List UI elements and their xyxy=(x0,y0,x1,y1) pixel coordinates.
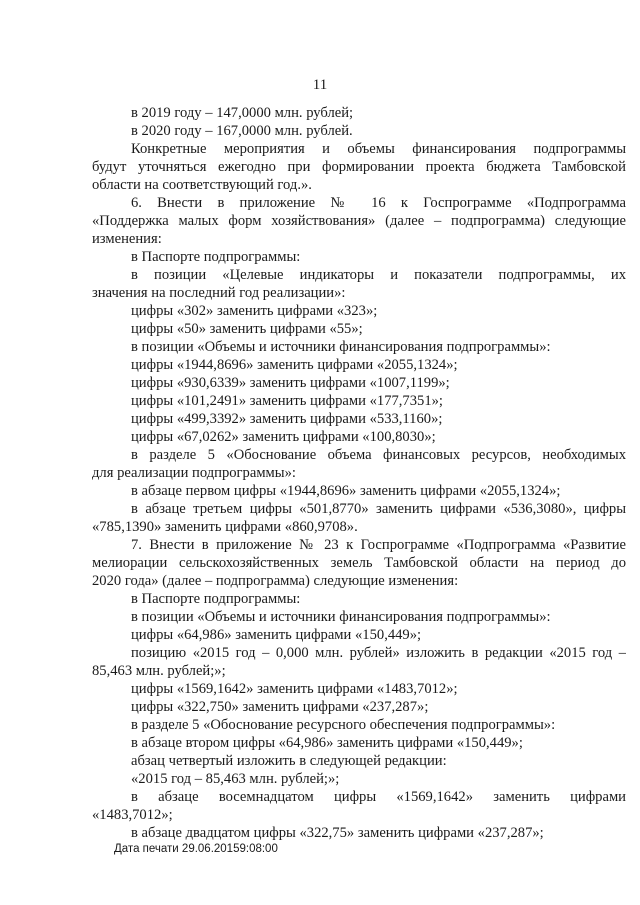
text-line: в позиции «Объемы и источники финансирования подпрограммы»: xyxy=(131,609,551,625)
text-line: цифры «302» заменить цифрами «323»; xyxy=(131,303,378,319)
text-line: в позиции «Целевые индикаторы и показатели подпрограммы, их xyxy=(131,267,626,283)
text-line: в абзаце третьем цифры «501,8770» заменить цифрами «536,3080», цифры xyxy=(131,501,626,517)
text-line: в разделе 5 «Обоснование ресурсного обеспечения подпрограммы»: xyxy=(131,717,556,733)
page-number: 11 xyxy=(312,77,328,93)
text-line: для реализации подпрограммы»: xyxy=(92,465,296,481)
text-line: позицию «2015 год – 0,000 млн. рублей» изложить в редакции «2015 год – xyxy=(131,645,626,661)
text-line: цифры «67,0262» заменить цифрами «100,8030»; xyxy=(131,429,436,445)
text-line: в позиции «Объемы и источники финансирования подпрограммы»: xyxy=(131,339,551,355)
text-line: цифры «64,986» заменить цифрами «150,449»; xyxy=(131,627,422,643)
text-line: в абзаце первом цифры «1944,8696» заменить цифрами «2055,1324»; xyxy=(131,483,561,499)
text-line: в абзаце втором цифры «64,986» заменить цифрами «150,449»; xyxy=(131,735,523,751)
text-line: абзац четвертый изложить в следующей редакции: xyxy=(131,753,447,769)
text-line: в абзаце восемнадцатом цифры «1569,1642» заменить цифрами xyxy=(131,789,626,805)
text-line: цифры «930,6339» заменить цифрами «1007,1199»; xyxy=(131,375,450,391)
text-line: цифры «1569,1642» заменить цифрами «1483,7012»; xyxy=(131,681,458,697)
text-line: 85,463 млн. рублей;»; xyxy=(92,663,226,679)
text-line: изменения: xyxy=(92,231,162,247)
text-line: в абзаце двадцатом цифры «322,75» заменить цифрами «237,287»; xyxy=(131,825,544,841)
text-line: цифры «499,3392» заменить цифрами «533,1160»; xyxy=(131,411,443,427)
text-line: области на соответствующий год.». xyxy=(92,177,312,193)
text-line: «2015 год – 85,463 млн. рублей;»; xyxy=(131,771,340,787)
text-line: будут уточняться ежегодно при формировании проекта бюджета Тамбовской xyxy=(92,159,626,175)
text-line: «1483,7012»; xyxy=(92,807,173,823)
text-line: 6. Внести в приложение № 16 к Госпрограмме «Подпрограмма xyxy=(131,195,626,211)
text-line: в 2019 году – 147,0000 млн. рублей; xyxy=(131,105,354,121)
text-line: мелиорации сельскохозяйственных земель Тамбовской области на период до xyxy=(92,555,626,571)
text-line: Конкретные мероприятия и объемы финансирования подпрограммы xyxy=(131,141,626,157)
text-line: «Поддержка малых форм хозяйствования» (далее – подпрограмма) следующие xyxy=(92,213,626,229)
text-line: 2020 года» (далее – подпрограмма) следующие изменения: xyxy=(92,573,459,589)
text-line: в разделе 5 «Обоснование объема финансовых ресурсов, необходимых xyxy=(131,447,626,463)
text-line: цифры «322,750» заменить цифрами «237,287»; xyxy=(131,699,429,715)
text-line: цифры «1944,8696» заменить цифрами «2055,1324»; xyxy=(131,357,458,373)
text-line: в 2020 году – 167,0000 млн. рублей. xyxy=(131,123,353,139)
text-line: 7. Внести в приложение № 23 к Госпрограмме «Подпрограмма «Развитие xyxy=(131,537,626,553)
text-line: значения на последний год реализации»: xyxy=(92,285,346,301)
text-line: цифры «50» заменить цифрами «55»; xyxy=(131,321,363,337)
print-date-footer: Дата печати 29.06.20159:08:00 xyxy=(114,843,278,855)
text-line: в Паспорте подпрограммы: xyxy=(131,591,301,607)
text-line: «785,1390» заменить цифрами «860,9708». xyxy=(92,519,358,535)
text-line: в Паспорте подпрограммы: xyxy=(131,249,301,265)
text-line: цифры «101,2491» заменить цифрами «177,7351»; xyxy=(131,393,443,409)
